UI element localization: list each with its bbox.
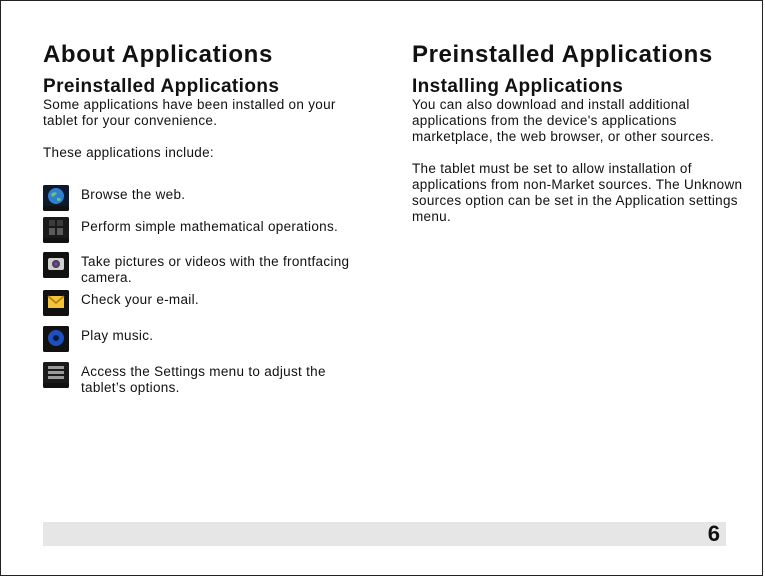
app-description: Access the Settings menu to adjust the tablet’s options. [81, 364, 326, 395]
list-item [43, 326, 373, 362]
list-item [43, 217, 373, 252]
list-item [43, 185, 373, 217]
app-description: Play music. [81, 328, 154, 343]
left-column [43, 41, 373, 394]
paragraph: You can also download and install additional applications from the device's applications marketplace, the web browser, or other sources. [412, 97, 715, 144]
app-list [43, 185, 373, 394]
camera-icon [43, 252, 69, 278]
section-subtitle: Preinstalled Applications [43, 76, 280, 97]
music-icon [43, 326, 69, 352]
page-number: 6 [707, 521, 720, 546]
app-description: Perform simple mathematical operations. [81, 219, 339, 234]
list-item [43, 290, 373, 326]
calculator-icon [43, 217, 69, 243]
app-description: Take pictures or videos with the frontfacing camera. [81, 254, 350, 285]
intro-text: Some applications have been installed on your tablet for your convenience. [43, 97, 336, 128]
list-item [43, 362, 373, 394]
settings-icon [43, 362, 69, 388]
section-title: About Applications [43, 41, 273, 68]
section-subtitle: Installing Applications [412, 76, 624, 97]
paragraph: The tablet must be set to allow installation of applications from non-Market sources. The Unknown sources option can be set in the Application settings menu. [412, 161, 743, 224]
right-column [412, 41, 752, 225]
footer-bar [43, 522, 726, 546]
list-item [43, 252, 373, 290]
include-label: These applications include: [43, 145, 214, 160]
section-title: Preinstalled Applications [412, 41, 713, 68]
app-description: Check your e-mail. [81, 292, 199, 307]
email-icon [43, 290, 69, 316]
browser-icon [43, 185, 69, 211]
app-description: Browse the web. [81, 187, 186, 202]
